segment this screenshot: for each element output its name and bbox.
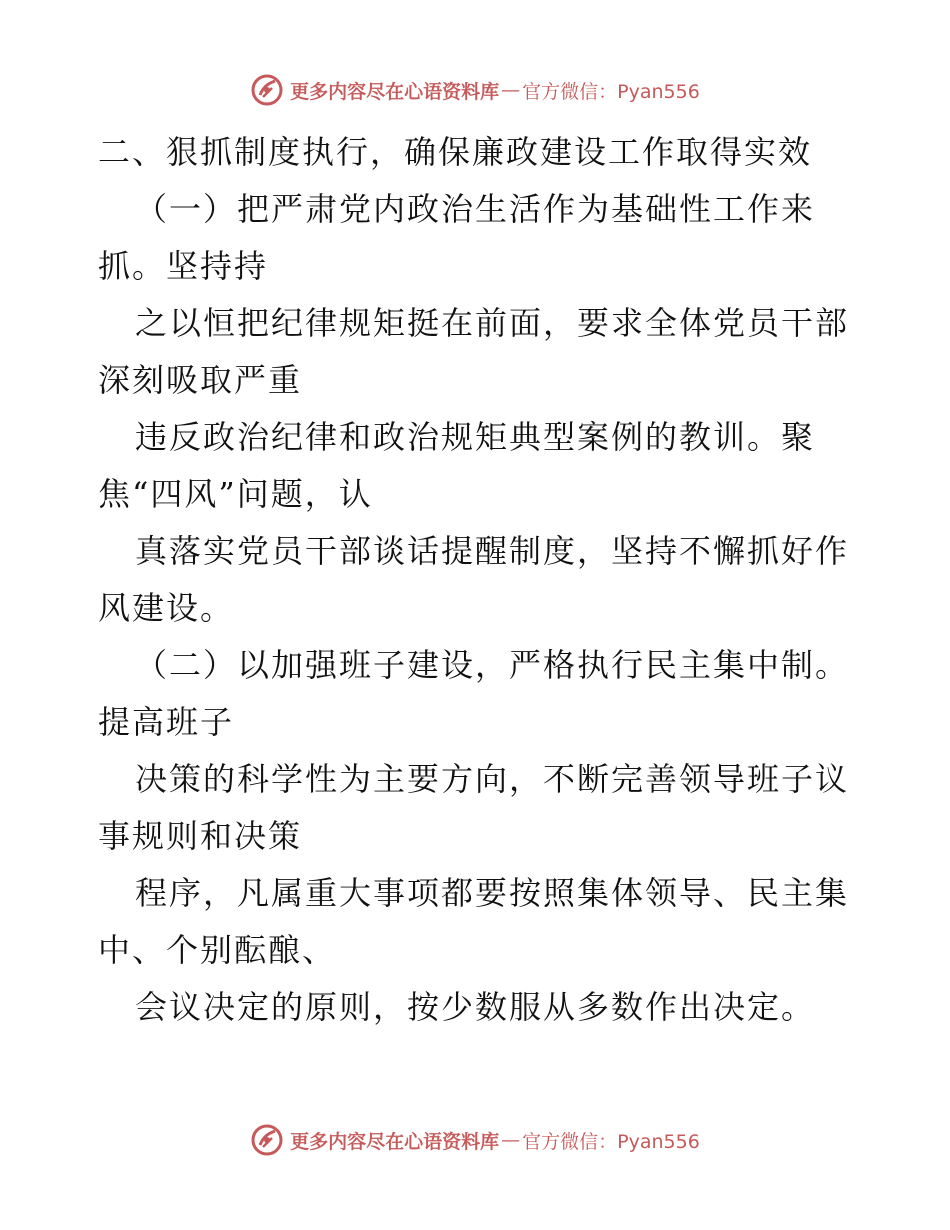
- paragraph-line: 风建设。: [98, 589, 235, 627]
- paragraph-line: 之以恒把纪律规矩挺在前面，要求全体党员干部: [135, 304, 850, 342]
- paragraph-line: 深刻吸取严重: [98, 361, 303, 399]
- document-body: [98, 124, 858, 1036]
- paragraph-line: 真落实党员干部谈话提醒制度，坚持不懈抓好作: [135, 532, 850, 570]
- section-heading: 二、狠抓制度执行，确保廉政建设工作取得实效: [98, 133, 813, 171]
- header-brand-text: 更多内容尽在心语资料库: [290, 80, 500, 103]
- footer-separator: —: [501, 1129, 521, 1151]
- paragraph-line: 提高班子: [98, 703, 235, 741]
- seal-logo-icon: [250, 73, 284, 107]
- paragraph-line: 抓。坚持持: [98, 247, 269, 285]
- paragraph-line: 焦“四风”问题，认: [98, 475, 373, 513]
- paragraph-line: （二）以加强班子建设，严格执行民主集中制。: [135, 646, 850, 684]
- header-banner: [0, 70, 950, 110]
- footer-banner: [0, 1120, 950, 1160]
- paragraph-line: 事规则和决策: [98, 817, 303, 855]
- paragraph-line: 程序，凡属重大事项都要按照集体领导、民主集: [135, 874, 850, 912]
- paragraph-line: 决策的科学性为主要方向，不断完善领导班子议: [135, 760, 850, 798]
- paragraph-line: 违反政治纪律和政治规矩典型案例的教训。聚: [135, 418, 816, 456]
- footer-brand-text: 更多内容尽在心语资料库: [290, 1130, 500, 1153]
- header-account-text: 官方微信：Pyan556: [522, 80, 700, 103]
- seal-logo-icon: [250, 1123, 284, 1157]
- paragraph-line: 会议决定的原则，按少数服从多数作出决定。: [135, 988, 816, 1026]
- footer-account-text: 官方微信：Pyan556: [522, 1130, 700, 1153]
- paragraph-line: 中、个别酝酿、: [98, 931, 337, 969]
- paragraph-line: （一）把严肃党内政治生活作为基础性工作来: [135, 190, 816, 228]
- header-separator: —: [501, 79, 521, 101]
